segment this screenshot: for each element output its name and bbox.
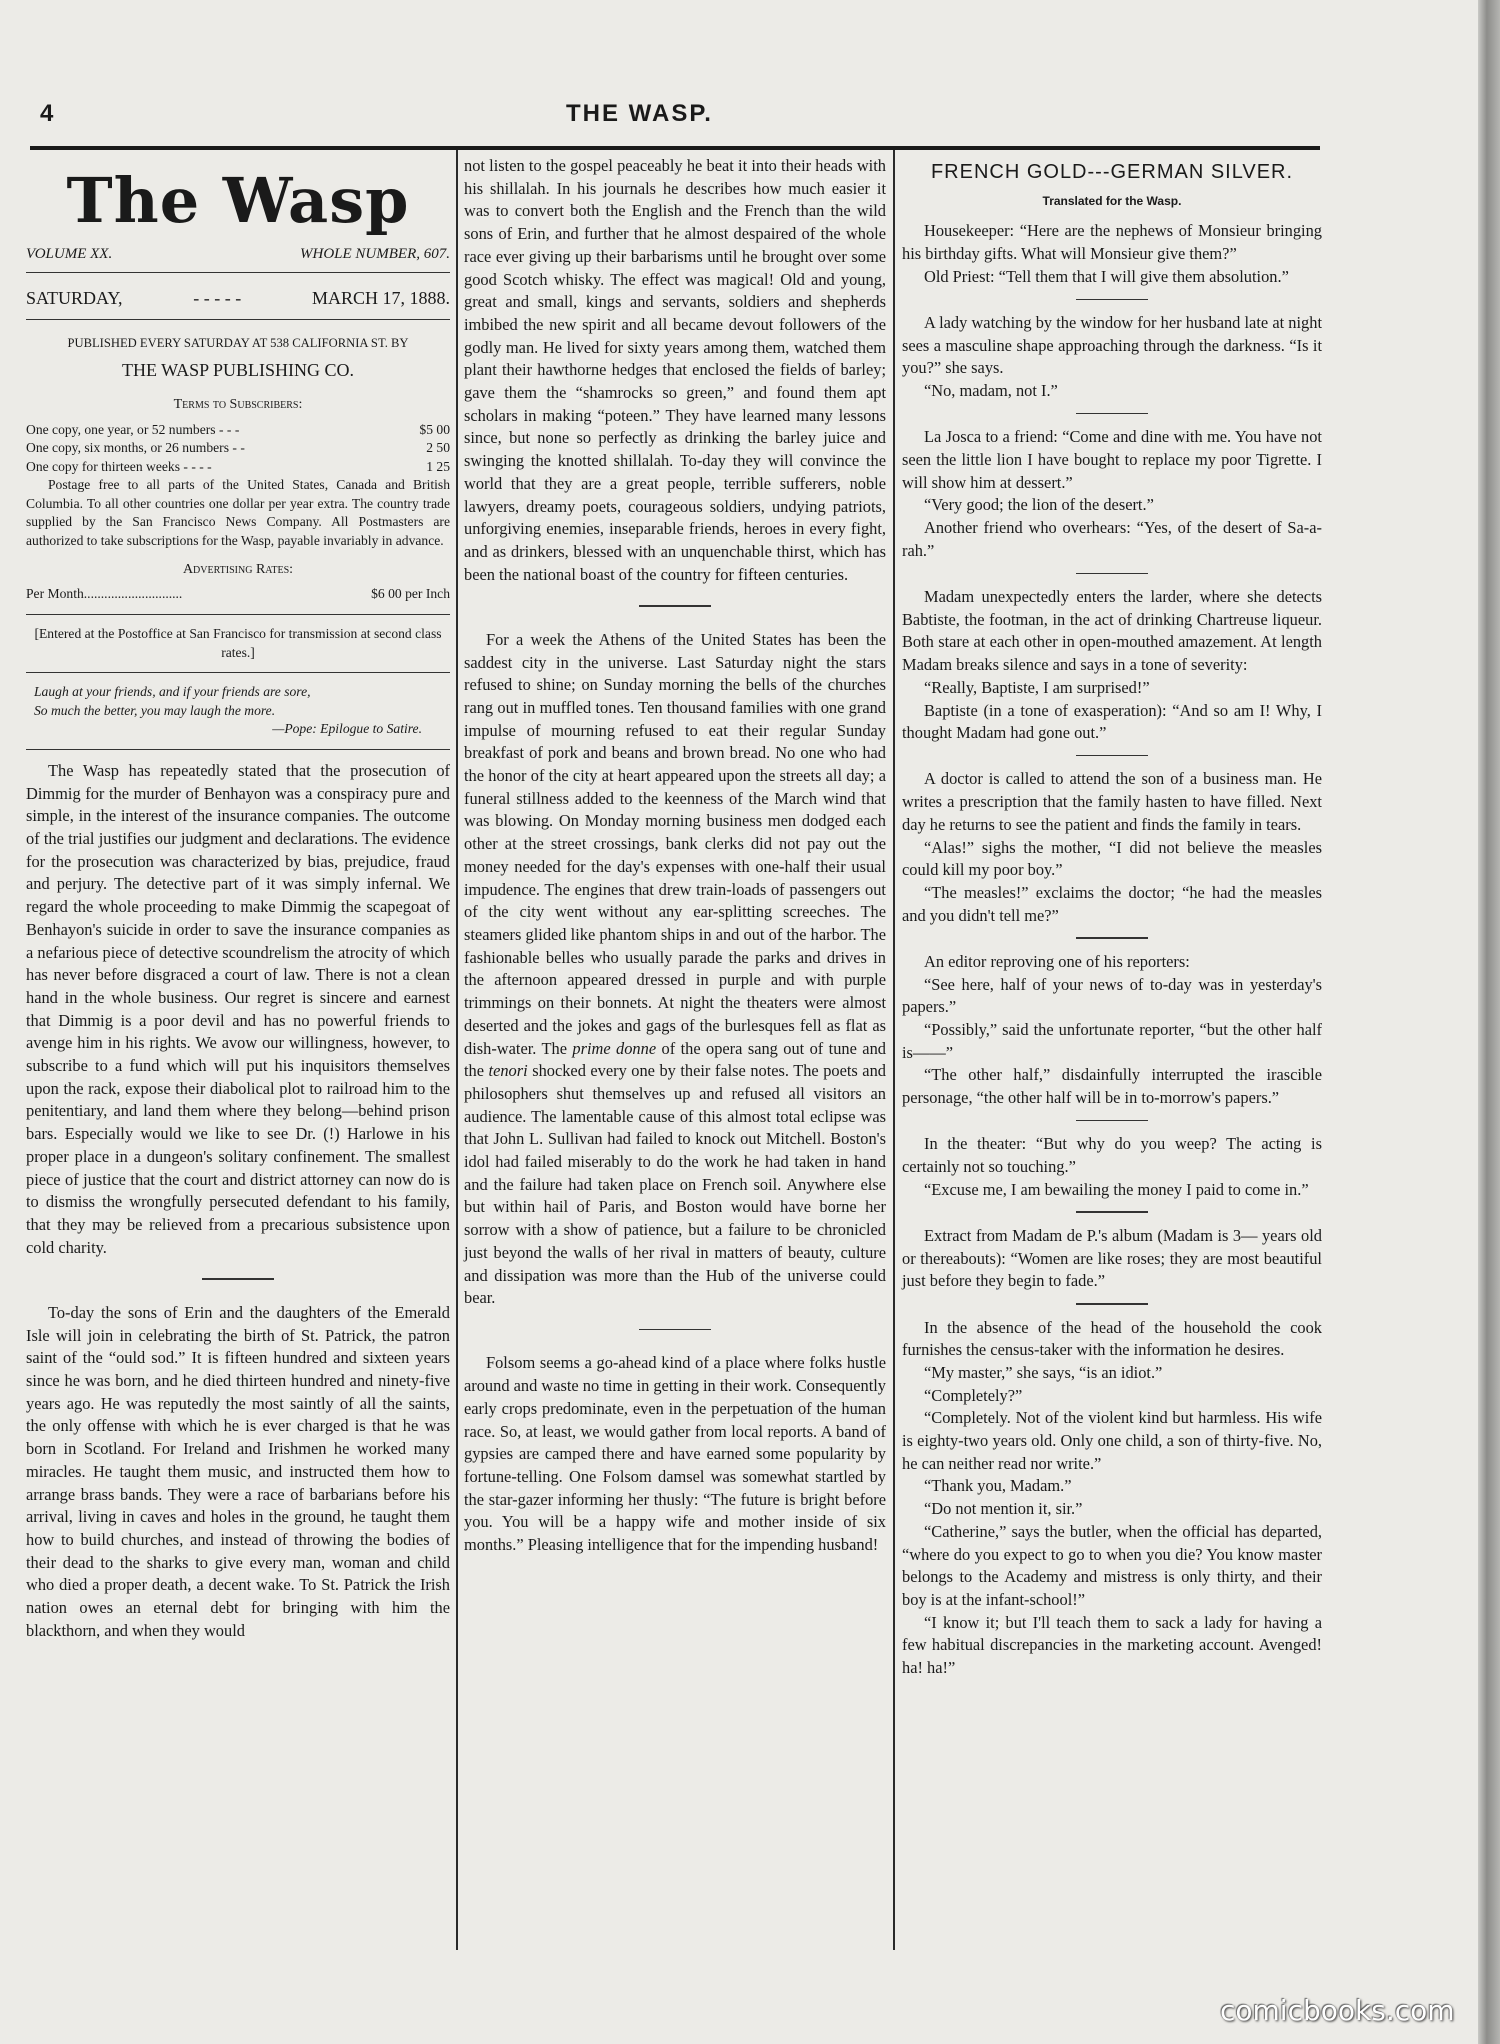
section-divider	[1076, 1303, 1148, 1305]
section-divider	[639, 1329, 711, 1331]
rule	[26, 614, 450, 615]
paragraph: “Really, Baptiste, I am surprised!”	[924, 677, 1150, 697]
paragraph: Baptiste (in a tone of exasperation): “And so am I! Why, I thought Madam had gone out.”	[902, 700, 1322, 743]
masthead: The Wasp	[66, 164, 410, 237]
price-row: One copy, six months, or 26 numbers - - 2 50	[26, 440, 450, 456]
paragraph: Housekeeper: “Here are the nephews of Monsieur bringing his birthday gifts. What will Monsieur give them?”	[902, 221, 1322, 264]
paragraph: “No, madam, not I.”	[924, 381, 1058, 401]
paragraph: Another friend who overhears: “Yes, of the desert of Sa-a-rah.”	[902, 518, 1322, 560]
article-boston: For a week the Athens of the United States has been the saddest city in the universe. Last Saturday night the stars refused to shine; on Sunday morning the bells of the churches rang out in muffled tones. Ten thousand families with one grand impulse of mourning refused to eat their regular Sunday breakfast of pork and beans and brown bread. No one who had the honor of the city at heart appeared upon the streets all day; a funeral stillness added to the keenness of the March wind that was blowing. On Monday morning business men dodged each other at the street crossings, bank clerks did not pay out the money needed for the day's expenses with one-half their usual impudence. The engines that drew train-loads of passengers out of the city went without any ear-splitting screeches. The steamers glided like phantom ships in and out of the harbor. The fashionable belles who usually parade the parks and drives in the afternoon appeared dressed in purple and with purple trimmings on their bonnets. At night the theaters were almost deserted and the jokes and gags of the burlesques fell as flat as dish-water. The prime donne of the opera sang out of tune and the tenori shocked every one by their false notes. The poets and philosophers shut themselves up and refused all visitors an audience. The lamentable cause of this almost total eclipse was that John L. Sullivan had failed to knock out Mitchell. Boston's idol had failed miserably to do the work he had taken in hand and the failure had taken place on French soil. Anywhere else but within hail of Paris, and Boston would have borne her sorrow with a show of patience, but a failure to be chronicled just beyond the walls of her rival in matters of beauty, culture and dissipation was more than the Hub of the universe could bear.	[464, 629, 886, 1308]
section-divider	[1076, 299, 1148, 301]
top-rule	[30, 146, 1320, 150]
date-dashes: - - - - -	[193, 287, 242, 308]
paragraph: Extract from Madam de P.'s album (Madam is 3— years old or thereabouts): “Women are like roses; they are most beautiful just before they begin to fade.”	[902, 1225, 1322, 1291]
paragraph: La Josca to a friend: “Come and dine with me. You have not seen the little lion I have bought to replace my poor Tigrette. I will show him at dessert.”	[902, 427, 1322, 492]
whole-number: WHOLE NUMBER, 607.	[300, 246, 450, 262]
epigraph: Laugh at your friends, and if your friends are sore, So much the better, you may laugh the more. —Pope: Epilogue to Satire.	[34, 683, 442, 739]
section-divider	[1076, 755, 1148, 757]
paragraph: In the absence of the head of the household the cook furnishes the census-taker with the information he desires.	[902, 1317, 1322, 1360]
advertising-rate: Per Month............................. $6 00 per Inch	[26, 586, 450, 602]
column-rule-1	[456, 150, 458, 1950]
watermark: comicbooks.com	[1220, 1994, 1455, 2027]
paragraph: “Catherine,” says the butler, when the official has departed, “where do you expect to go to when you die? You know master belongs to the Academy and mistress is only thirty, and their boy is at the infant-school!”	[902, 1521, 1322, 1609]
paragraph: “Excuse me, I am bewailing the money I paid to come in.”	[924, 1179, 1309, 1199]
section-divider	[1076, 937, 1148, 939]
rule	[26, 672, 450, 673]
section-divider	[1076, 573, 1148, 575]
paragraph: “Possibly,” said the unfortunate reporter, “but the other half is——”	[902, 1020, 1322, 1062]
volume: VOLUME XX.	[26, 246, 113, 262]
paragraph: Old Priest: “Tell them that I will give them absolution.”	[924, 266, 1289, 286]
column-1	[26, 155, 450, 1642]
epigraph-attribution: —Pope: Epilogue to Satire.	[272, 721, 422, 737]
paragraph: Madam unexpectedly enters the larder, where she detects Babtiste, the footman, in the act of drinking Chartreuse liqueur. Both stare at each other in open-mouthed amazement. At length Madam breaks silence and says in a tone of severity:	[902, 587, 1322, 675]
paragraph: “The measles!” exclaims the doctor; “he had the measles and you didn't tell me?”	[902, 882, 1322, 925]
section-divider	[202, 1278, 274, 1280]
issue-date: MARCH 17, 1888.	[311, 287, 450, 308]
section-divider	[1076, 1211, 1148, 1213]
date-row	[26, 287, 450, 310]
issue-day: SATURDAY,	[26, 287, 123, 308]
article-dimmig: The Wasp has repeatedly stated that the prosecution of Dimmig for the murder of Benhayon was a conspiracy pure and simple, in the interest of the insurance companies. The outcome of the trial justifies our judgment and declarations. The evidence for the prosecution was characterized by bias, prejudice, fraud and perjury. The detective part of it was simply infernal. We regard the whole proceeding to make Dimmig the scapegoat of Benhayon's suicide in order to save the insurance companies as a nefarious piece of detective scoundrelism the atrocity of which has never before disgraced a court of law. There is not a clean hand in the whole business. Our regret is sincere and earnest that Dimmig is a poor devil and has no powerful friends to avenge him in his rights. We avow our willingness, however, to subscribe to a fund which will put his inquisitors themselves upon the rack, expose their diabolical plot to railroad him to the penitentiary, and land them where they belong—behind prison bars. Especially would we like to see Dr. (!) Harlowe in his proper place in a dungeon's solitary confinement. The smallest piece of justice that the court and district attorney can now do is to dismiss the wrongfully persecuted defendant to his family, that they may be relieved from a precarious subsistence upon cold charity.	[26, 760, 450, 1257]
running-head: THE WASP.	[566, 100, 713, 127]
paragraph: “My master,” she says, “is an idiot.”	[924, 1362, 1163, 1382]
paragraph: “Very good; the lion of the desert.”	[924, 495, 1154, 515]
article-title: FRENCH GOLD---GERMAN SILVER.	[930, 161, 1294, 183]
section-divider	[639, 605, 711, 607]
paragraph: A lady watching by the window for her husband late at night sees a masculine shape approaching through the darkness. “Is it you?” she says.	[902, 313, 1322, 378]
price-row: One copy for thirteen weeks - - - - 1 25	[26, 458, 450, 474]
rule	[26, 272, 450, 273]
postage-note: Postage free to all parts of the United States, Canada and British Columbia. To all other countries one dollar per year extra. The country trade supplied by the San Francisco News Company. All Postmasters are authorized to take subscriptions for the Wasp, payable invariably in advance.	[26, 477, 450, 549]
column-2	[464, 155, 886, 1557]
paragraph: “I know it; but I'll teach them to sack a lady for having a few habitual discrepancies in the marketing account. Avenged! ha! ha!”	[902, 1612, 1322, 1678]
paragraph: An editor reproving one of his reporters:	[924, 951, 1190, 971]
paragraph: In the theater: “But why do you weep? The acting is certainly not so touching.”	[902, 1134, 1322, 1177]
paragraph: “Thank you, Madam.”	[924, 1476, 1072, 1496]
article-st-patrick-continued: not listen to the gospel peaceably he beat it into their heads with his shillalah. In his journals he describes how much easier it was to convert both the English and the French than the wild sons of Erin, and further that he almost despaired of the whole race ever giving up their barbarisms until he brought over some good Scotch whisky. The effect was magical! Old and young, great and small, kings and servants, soldiers and shepherds imbibed the new spirit and all became devout followers of the godly man. He lived for sixty years among them, watched them plant their hawthorne hedges that enclosed the fields of barley; gave them the “shamrocks so green,” and found them apt scholars in making “poteen.” They have learned many lessons since, but none so perfectly as drinking the barley juice and swinging the knotted shillalah. To-day they will convince the world that they are a great people, terrible sufferers, noble lawyers, dreamy poets, courageous soldiers, undying patriots, unforgiving enemies, inseparable friends, heroes in every fight, and as drinkers, blessed with an unquenchable thirst, which has been the national boast of the country for fifteen centuries.	[464, 156, 886, 584]
section-divider	[1076, 413, 1148, 415]
page-edge	[1478, 0, 1500, 2044]
paragraph: “Do not mention it, sir.”	[924, 1499, 1083, 1519]
price-row: One copy, one year, or 52 numbers - - - $5 00	[26, 421, 450, 437]
column-rule-2	[893, 150, 895, 1950]
paragraph: A doctor is called to attend the son of a business man. He writes a prescription that the family hasten to have filled. Next day he returns to see the patient and finds the family in tears.	[902, 769, 1322, 834]
publisher: THE WASP PUBLISHING CO.	[121, 360, 355, 381]
column-3	[902, 155, 1322, 1680]
terms-heading: Terms to Subscribers:	[173, 396, 303, 412]
paragraph: “Completely. Not of the violent kind but harmless. His wife is eighty-two years old. Only one child, a son of thirty-five. No, he can neither read nor write.”	[902, 1408, 1322, 1473]
paragraph: “Completely?”	[924, 1385, 1023, 1405]
entered-notice: [Entered at the Postoffice at San Francisco for transmission at second class rates.]	[34, 625, 442, 660]
volume-row	[26, 243, 450, 266]
article-folsom: Folsom seems a go-ahead kind of a place where folks hustle around and waste no time in getting in their work. Consequently early crops predominate, even in the perpetuation of the human race. So, at least, we would gather from local reports. A band of gypsies are camped there and have earned some popularity by fortune-telling. One Folsom damsel was somewhat startled by the star-gazer informing her thusly: “The future is bright before you. You will be a happy wife and mother inside of six months.” Pleasing intelligence that for the impending husband!	[464, 1353, 886, 1555]
article-st-patrick: To-day the sons of Erin and the daughters of the Emerald Isle will join in celebrating the birth of St. Patrick, the patron saint of the “ould sod.” It is fifteen hundred and sixteen years since he was born, and he died thirteen hundred and ninety-five years ago. He was reputedly the most saintly of all the saints, the only offense with which he is ever charged is that he was born in Scotland. For Ireland and Irishmen he worked many miracles. He taught them music, and instructed them how to arrange brass bands. They were a race of barbarians before his arrival, living in caves and holes in the ground, he taught them how to build churches, and instead of throwing the bodies of their dead to the sharks to give every man, woman and child who died a proper death, a decent wake. To St. Patrick the Irish nation owes an eternal debt for bringing with him the blackthorn, and when they would	[26, 1302, 450, 1640]
section-divider	[1076, 1120, 1148, 1122]
published-line: PUBLISHED EVERY SATURDAY AT 538 CALIFORNIA ST. BY	[67, 336, 409, 351]
paragraph: “See here, half of your news of to-day was in yesterday's papers.”	[902, 974, 1322, 1017]
paragraph: “The other half,” disdainfully interrupted the irascible personage, “the other half will be in to-morrow's papers.”	[902, 1065, 1322, 1108]
advertising-heading: Advertising Rates:	[182, 561, 294, 577]
page-number: 4	[40, 100, 54, 127]
rule	[26, 319, 450, 320]
rule	[26, 749, 450, 750]
article-subtitle: Translated for the Wasp.	[1042, 193, 1182, 208]
paragraph: “Alas!” sighs the mother, “I did not believe the measles could kill my poor boy.”	[902, 837, 1322, 880]
